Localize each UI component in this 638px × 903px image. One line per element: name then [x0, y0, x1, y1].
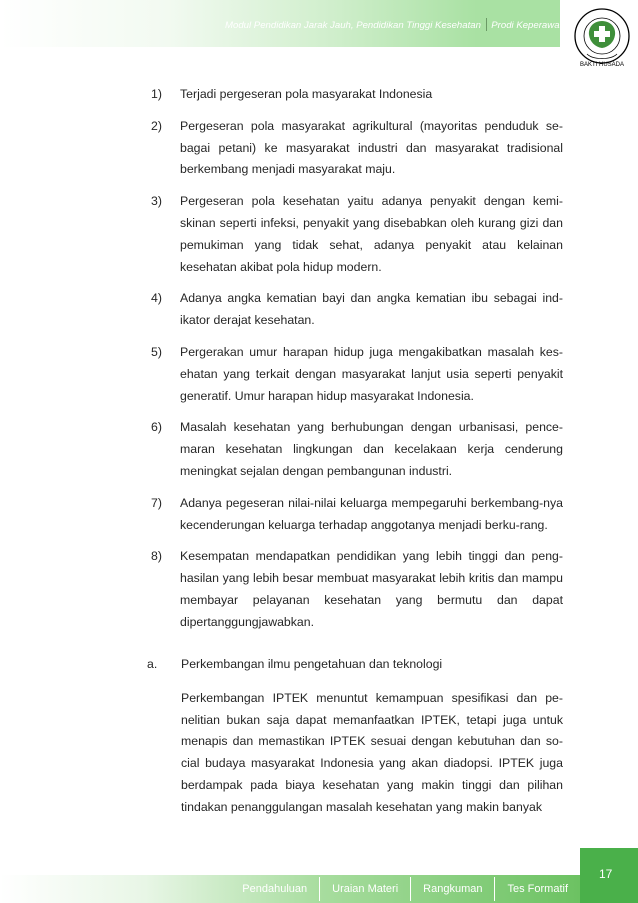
- list-item: [148, 84, 563, 106]
- nav-pendahuluan[interactable]: Pendahuluan: [242, 883, 308, 895]
- list-text: Pergeseran pola masyarakat agrikultural (mayoritas penduduk se-bagai petani) ke masyarakat industri dan masyarakat tradisional berkembang menjadi masyarakat maju.: [180, 118, 563, 177]
- header-title: [225, 18, 573, 31]
- list-text: Masalah kesehatan yang berhubungan dengan urbanisasi, pence-maran kesehatan lingkungan dan kecelakaan kerja cenderung meningkat sejalan dengan pembangunan industri.: [180, 420, 563, 478]
- section-letter: a.: [147, 657, 158, 671]
- nav-uraian-materi[interactable]: Uraian Materi: [319, 877, 410, 901]
- list-number: 4): [151, 291, 162, 306]
- list-item: [148, 191, 563, 278]
- header-separator: [486, 18, 487, 31]
- list-number: 3): [151, 194, 162, 209]
- list-item: [148, 493, 563, 537]
- footer-nav: [214, 875, 580, 903]
- list-item: [148, 342, 563, 407]
- list-number: 2): [151, 118, 162, 133]
- nav-rangkuman[interactable]: Rangkuman: [410, 877, 494, 901]
- list-text: Pergerakan umur harapan hidup juga mengakibatkan masalah kes-ehatan yang terkait dengan masyarakat lanjut usia seperti penyakit generatif. Umur harapan hidup masyarakat Indonesia.: [180, 344, 563, 403]
- list-number: 1): [151, 87, 162, 101]
- header-module-title: Modul Pendidikan Jarak Jauh, Pendidikan Tinggi Kesehatan: [225, 20, 481, 31]
- nav-tes-formatif[interactable]: Tes Formatif: [494, 877, 580, 901]
- list-number: 8): [151, 549, 162, 564]
- list-text: Adanya angka kematian bayi dan angka kematian ibu sebagai ind-ikator derajat kesehatan.: [180, 291, 563, 328]
- logo-text: BAKTI HUSADA: [579, 62, 625, 68]
- numbered-list: [148, 84, 563, 644]
- list-number: 5): [151, 344, 162, 359]
- list-text: Kesempatan mendapatkan pendidikan yang lebih tinggi dan peng-hasilan yang lebih besar membuat masyarakat lebih kritis dan mampu membayar pelayanan kesehatan yang bermutu dan dapat dipertanggungjawabkan.: [180, 549, 563, 629]
- list-text: Terjadi pergeseran pola masyarakat Indonesia: [180, 87, 433, 101]
- list-item: [148, 546, 563, 633]
- section-title: Perkembangan ilmu pengetahuan dan teknologi: [181, 657, 443, 671]
- list-number: 6): [151, 420, 162, 435]
- page-number-tab: [580, 848, 638, 903]
- list-text: Pergeseran pola kesehatan yaitu adanya penyakit dengan kemi-skinan seperti infeksi, penyakit yang disebabkan oleh kurang gizi dan pemukiman yang tidak sehat, adanya penyakit atau kelainan kesehatan akibat pola hidup modern.: [180, 194, 563, 274]
- header-rule: [0, 47, 560, 48]
- list-text: Adanya pegeseran nilai-nilai keluarga mempegaruhi berkembang-nya kecenderungan keluarga terhadap anggotanya menjadi berku-rang.: [180, 495, 563, 532]
- page-number: 17: [599, 867, 613, 881]
- list-item: [148, 288, 563, 332]
- list-item: [148, 417, 563, 482]
- bakti-husada-logo: [571, 4, 633, 76]
- section-iptek: [148, 654, 563, 819]
- list-item: [148, 116, 563, 181]
- section-paragraph: Perkembangan IPTEK menuntut kemampuan spesifikasi dan pe-nelitian bukan saja dapat memanfaatkan IPTEK, tetapi juga untuk menapis dan memastikan IPTEK sesuai dengan kebutuhan dan so-cial budaya masyarakat Indonesia yang akan diadopsi. IPTEK juga berdampak pada biaya kesehatan yang makin tinggi dan pilihan tindakan penanggulangan masalah kesehatan yang makin banyak: [181, 690, 563, 814]
- list-number: 7): [151, 495, 162, 510]
- header-program-title: Prodi Keperawatan: [491, 20, 573, 31]
